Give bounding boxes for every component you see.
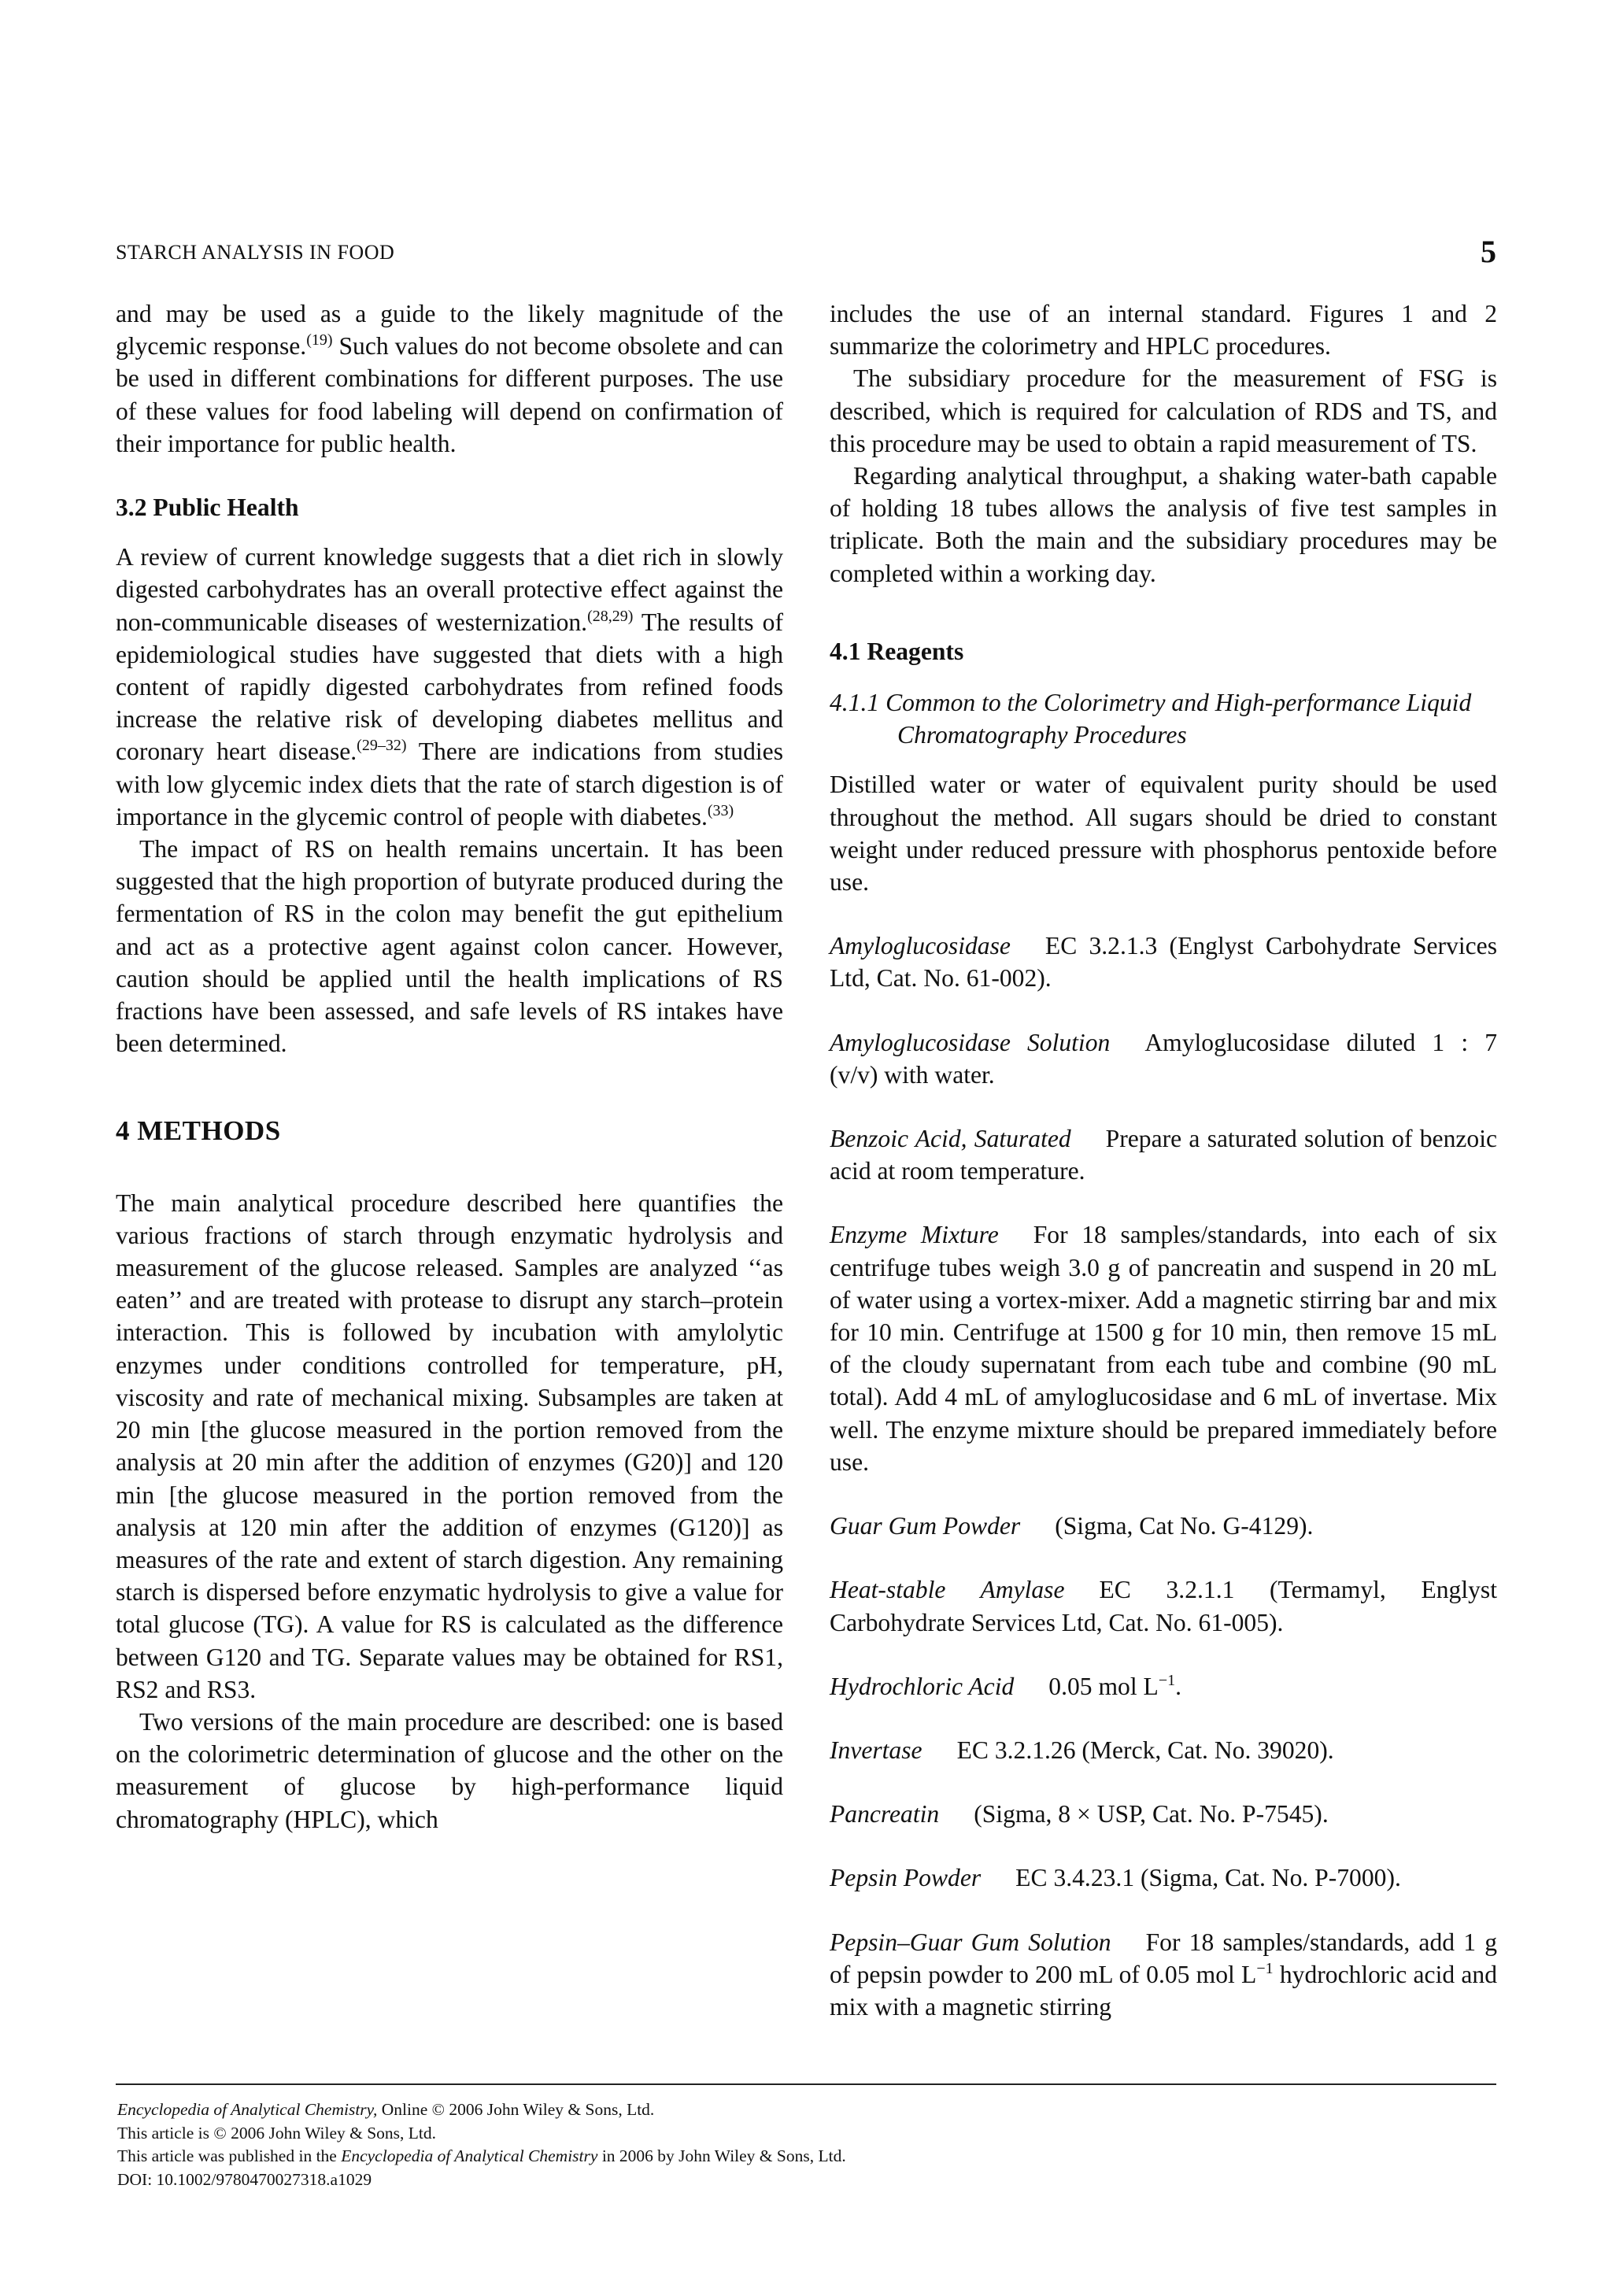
reagent-description: Amyloglucosidase diluted 1 : 7 (v/v) with water.	[830, 1028, 1497, 1089]
section-heading-4: 4 METHODS	[116, 1115, 281, 1147]
paragraph: The impact of RS on health remains uncertain. It has been suggested that the high proportion of butyrate produced during the fermentation of RS in the colon may benefit the gut epithelium and act as a protective agent against colon cancer. However, caution should be applied until the health implications of RS fractions have been assessed, and safe levels of RS intakes have been determined.	[116, 835, 783, 1058]
left-column	[116, 298, 783, 1836]
citation: (19)	[306, 331, 333, 349]
reagent-description: EC 3.2.1.26 (Merck, Cat. No. 39020).	[956, 1736, 1334, 1764]
footer-doi: DOI: 10.1002/9780470027318.a1029	[117, 2169, 372, 2189]
citation: (28,29)	[587, 607, 634, 625]
reagent-entry	[830, 1798, 1497, 1830]
superscript: −1	[1158, 1671, 1176, 1689]
page-header	[116, 233, 1496, 274]
footer-line-1	[117, 2098, 1495, 2122]
reagent-term: Hydrochloric Acid	[830, 1672, 1015, 1700]
text: There are indications from studies with low glycemic index diets that the rate of starch digestion is of importance in the glycemic control of people with diabetes.	[116, 738, 783, 830]
footer-journal-title: Encyclopedia of Analytical Chemistry	[341, 2146, 598, 2165]
text: in 2006 by John Wiley & Sons, Ltd.	[597, 2146, 846, 2165]
section-heading-4-1: 4.1 Reagents	[830, 637, 964, 665]
citation: (33)	[707, 801, 734, 819]
footer-line-2: This article is © 2006 John Wiley & Sons, Ltd.	[117, 2123, 437, 2143]
page-number: 5	[1481, 234, 1496, 269]
reagent-description: 0.05 mol L	[1048, 1672, 1159, 1700]
reagent-entry	[830, 1734, 1497, 1766]
footer-line-3	[117, 2145, 1495, 2168]
section-heading-3-2: 3.2 Public Health	[116, 494, 299, 522]
reagent-description: For 18 samples/standards, add 1 g of pepsin powder to 200 mL of 0.05 mol L	[830, 1928, 1497, 1988]
footer-journal-title: Encyclopedia of Analytical Chemistry,	[117, 2100, 378, 2119]
right-column	[830, 298, 1497, 2023]
reagent-description: EC 3.4.23.1 (Sigma, Cat. No. P-7000).	[1015, 1864, 1401, 1892]
paragraph: Two versions of the main procedure are described: one is based on the colorimetric determination of glucose and the other on the measurement of glucose by high-performance liquid chromatography (HPLC), which	[116, 1707, 783, 1833]
reagent-term: Amyloglucosidase	[830, 932, 1011, 960]
reagent-term: Benzoic Acid, Saturated	[830, 1125, 1071, 1153]
reagent-term: Guar Gum Powder	[830, 1512, 1021, 1540]
reagent-term: Invertase	[830, 1736, 922, 1764]
reagent-description: Prepare a saturated solution of benzoic acid at room temperature.	[830, 1125, 1497, 1185]
paragraph	[116, 541, 783, 833]
reagent-description-end: hydrochloric acid and mix with a magnetic stirring	[830, 1960, 1497, 2021]
paragraph: The main analytical procedure described here quantifies the various fractions of starch through enzymatic hydrolysis and measurement of the glucose released. Samples are analyzed ‘‘as eaten’’ and are treated with protease to disrupt any starch–protein interaction. This is followed by incubation with amylolytic enzymes under conditions controlled for temperature, pH, viscosity and rate of mechanical mixing. Subsamples are taken at 20 min [the glucose measured in the portion removed from the analysis at 20 min after the addition of enzymes (G20)] and 120 min [the glucose measured in the portion removed from the analysis at 120 min after the addition of enzymes (G120)] as measures of the rate and extent of starch digestion. Any remaining starch is dispersed before enzymatic hydrolysis to give a value for total glucose (TG). A value for RS is calculated as the difference between G120 and TG. Separate values may be obtained for RS1, RS2 and RS3.	[116, 1189, 783, 1703]
paragraph	[116, 298, 783, 460]
page-footer	[117, 2098, 1495, 2191]
text: Online © 2006 John Wiley & Sons, Ltd.	[377, 2100, 655, 2119]
reagent-description: For 18 samples/standards, into each of six centrifuge tubes weigh 3.0 g of pancreatin and suspend in 20 mL of water using a vortex-mixer. Add a magnetic stirring bar and mix for 10 min. Centrifuge at 1500 g for 10 min, then remove 15 mL of the cloudy supernatant from each tube and combine (90 mL total). Add 4 mL of amyloglucosidase and 6 mL of invertase. Mix well. The enzyme mixture should be prepared immediately before use.	[830, 1221, 1497, 1476]
footer-divider	[116, 2083, 1496, 2085]
reagent-entry	[830, 1026, 1497, 1091]
reagent-description: (Sigma, 8 × USP, Cat. No. P-7545).	[974, 1800, 1329, 1828]
text: and may be used as a guide to the likely magnitude of the glycemic response.	[116, 300, 783, 360]
reagent-description: EC 3.2.1.1 (Termamyl, Englyst Carbohydrate Services Ltd, Cat. No. 61-005).	[830, 1576, 1497, 1636]
reagent-entry	[830, 1926, 1497, 2024]
reagent-entry	[830, 1573, 1497, 1638]
reagent-entry	[830, 1862, 1497, 1894]
running-title: STARCH ANALYSIS IN FOOD	[116, 241, 395, 264]
paragraph: The subsidiary procedure for the measurement of FSG is described, which is required for calculation of RDS and TS, and this procedure may be used to obtain a rapid measurement of TS.	[830, 364, 1497, 457]
reagent-description-end: .	[1175, 1672, 1182, 1700]
paragraph: Distilled water or water of equivalent purity should be used throughout the method. All sugars should be dried to constant weight under reduced pressure with phosphorus pentoxide before use.	[830, 771, 1497, 897]
citation: (29–32)	[357, 737, 407, 755]
reagent-entry	[830, 1510, 1497, 1542]
reagent-term: Pepsin Powder	[830, 1864, 982, 1892]
superscript: −1	[1256, 1959, 1274, 1977]
reagent-term: Enzyme Mixture	[830, 1221, 999, 1249]
reagent-description: EC 3.2.1.3 (Englyst Carbohydrate Services Ltd, Cat. No. 61-002).	[830, 932, 1497, 993]
reagent-entry	[830, 930, 1497, 994]
section-heading-4-1-1: 4.1.1 Common to the Colorimetry and High-performance Liquid Chromatography Procedures	[830, 689, 1472, 749]
reagent-term: Heat-stable Amylase	[830, 1576, 1065, 1604]
text: A review of current knowledge suggests that a diet rich in slowly digested carbohydrates has an overall protective effect against the non-communicable diseases of westernization.	[116, 543, 783, 636]
reagent-term: Pepsin–Guar Gum Solution	[830, 1928, 1111, 1956]
reagent-term: Pancreatin	[830, 1800, 940, 1828]
reagent-term: Amyloglucosidase Solution	[830, 1028, 1111, 1056]
reagent-description: (Sigma, Cat No. G-4129).	[1055, 1512, 1314, 1540]
text: Such values do not become obsolete and can be used in different combinations for different purposes. The use of these values for food labeling will depend on confirmation of their importance for public health.	[116, 332, 783, 457]
reagent-entry	[830, 1670, 1497, 1703]
paragraph: Regarding analytical throughput, a shaking water-bath capable of holding 18 tubes allows the analysis of five test samples in triplicate. Both the main and the subsidiary procedures may be completed within a working day.	[830, 462, 1497, 587]
text: The results of epidemiological studies have suggested that diets with a high content of rapidly digested carbohydrates from refined foods increase the relative risk of developing diabetes mellitus and coronary heart disease.	[116, 608, 783, 766]
paragraph: includes the use of an internal standard. Figures 1 and 2 summarize the colorimetry and HPLC procedures.	[830, 300, 1497, 360]
reagent-entry	[830, 1218, 1497, 1478]
reagent-entry	[830, 1122, 1497, 1187]
text: This article was published in the	[117, 2146, 342, 2165]
